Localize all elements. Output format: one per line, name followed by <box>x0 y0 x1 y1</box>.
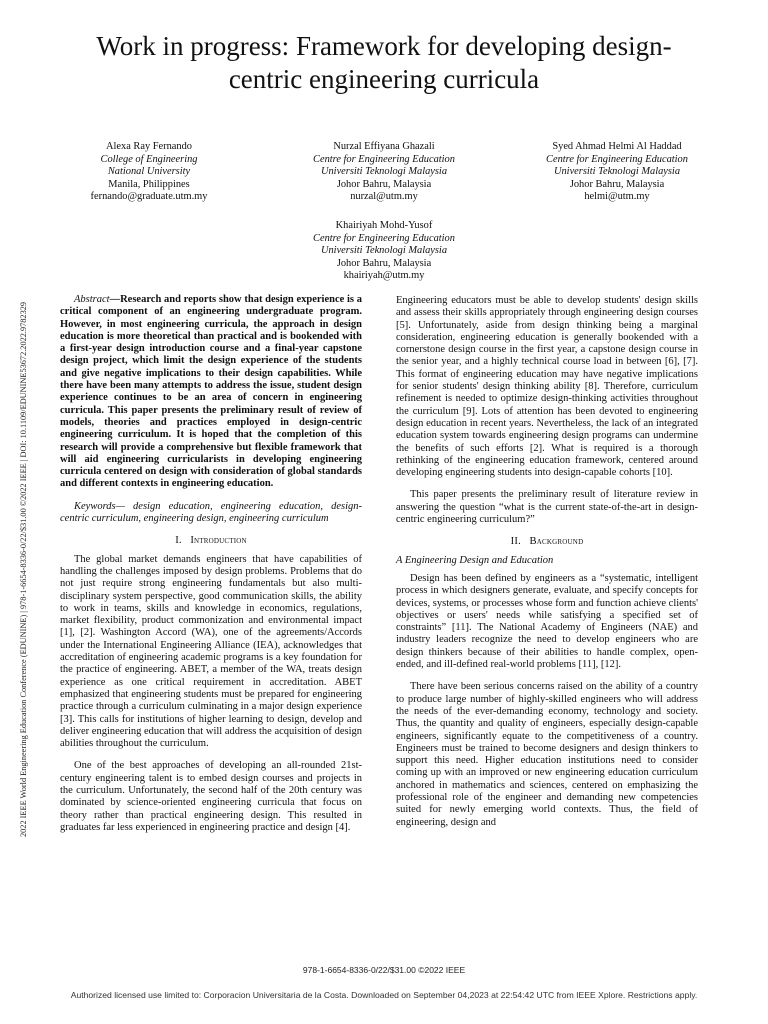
side-doi-text: 2022 IEEE World Engineering Education Conference (EDUNINE) | 978-1-6654-8336-0/22/$31.00 ©2022 IEEE | DOI: 10.1109/EDUNINE53672.2022.9782329 <box>19 301 28 837</box>
side-doi-identifier <box>10 197 28 837</box>
author-affiliation: Centre for Engineering Education <box>313 153 455 165</box>
paper-title: Work in progress: Framework for developing design-centric engineering curricula <box>96 31 672 94</box>
author-block-3 <box>522 141 712 204</box>
author-institution: Universiti Teknologi Malaysia <box>553 166 681 178</box>
keywords <box>60 501 362 526</box>
right-column <box>396 295 698 829</box>
author-email: helmi@utm.my <box>584 191 650 203</box>
author-email: khairiyah@utm.my <box>343 270 425 282</box>
section-number: I. <box>175 535 182 547</box>
copyright-line: 978-1-6654-8336-0/22/$31.00 ©2022 IEEE <box>302 965 466 975</box>
author-block-1 <box>64 141 234 204</box>
subsection-heading: A Engineering Design and Education <box>396 554 554 566</box>
author-name: Syed Ahmad Helmi Al Haddad <box>552 141 682 152</box>
section-heading-background <box>396 536 698 548</box>
author-location: Johor Bahru, Malaysia <box>336 178 432 190</box>
paragraph: The global market demands engineers that have capabilities of handling the challenges imposed by design problems. Problems that do not just require strong engineering fundamentals but also multi-disciplinary system perspective, good communication skills, the ability to work in teams, skills and knowledge in economics, regulations, market flexibility, product commonization and environmental impact [1], [2]. Washington Accord (WA), one of the agreements/Accords under the International Engineering Alliance (IEA), acknowledges that accreditation of engineering academic programs is a key foundation for the practice of engineering. ABET, a member of the WA, treats design experience as one critical requirement in accreditation. ABET emphasized that engineering students must be prepared for engineering practice through a curriculum culminating in a major design experience [3]. This calls for institutions of higher learning to design, develop and deliver engineering education that will address the acquisition of design abilities throughout the curriculum. <box>60 553 362 750</box>
author-name: Nurzal Effiyana Ghazali <box>333 141 435 152</box>
section-title: Introduction <box>190 535 247 547</box>
author-name: Khairiyah Mohd-Yusof <box>335 220 433 231</box>
author-block-2 <box>299 141 469 204</box>
keywords-label: Keywords <box>74 500 116 512</box>
author-affiliation: Centre for Engineering Education <box>313 232 455 244</box>
author-email: nurzal@utm.my <box>350 191 418 203</box>
author-affiliation: Centre for Engineering Education <box>546 153 688 165</box>
author-block-4 <box>299 220 469 283</box>
abstract <box>60 294 362 491</box>
section-heading-introduction <box>60 535 362 547</box>
author-location: Johor Bahru, Malaysia <box>569 178 665 190</box>
author-email: fernando@graduate.utm.my <box>90 191 208 203</box>
paragraph: One of the best approaches of developing an all-rounded 21st-century engineering talent is to embed design courses and projects in the curriculum. Unfortunately, the second half of the 20th century was dominated by science-oriented engineering curricula that focus on theory rather than practical engineering design. This resulted in graduates far less experienced in engineering practice and design [4]. <box>60 760 362 833</box>
section-title: Background <box>529 536 584 548</box>
keywords-text: — design education, engineering education, design-centric curriculum, engineering design, engineering curriculum <box>60 500 362 525</box>
license-notice: Authorized licensed use limited to: Corporacion Universitaria de la Costa. Downloaded on September 04,2023 at 22:54:42 UTC from IEEE Xplore. Restrictions apply. <box>70 990 698 1000</box>
paragraph: This paper presents the preliminary result of literature review in answering the question “what is the current state-of-the-art in design-centric engineering curriculum?” <box>396 489 698 526</box>
author-name: Alexa Ray Fernando <box>106 141 192 152</box>
author-affiliation: College of Engineering <box>100 153 198 165</box>
author-location: Johor Bahru, Malaysia <box>336 257 432 269</box>
left-column <box>60 294 362 834</box>
paragraph: There have been serious concerns raised on the ability of a country to produce large number of highly-skilled engineers who will address the needs of the ever-demanding economy, technology and society. Thus, the quantity and quality of engineers, especially design-capable engineers, significantly equate to the competitiveness of a country. Engineers must be trained to become designers and design thinkers to support this need. Higher education institutions need to consider coming up with an improved or new engineering education curriculum anchored in mathematics and sciences, centered on emphasizing the professional role of the engineer and demanding new competencies suited for newly emerging world contexts. Thus, the field of engineering, design and <box>396 681 698 828</box>
paragraph: Engineering educators must be able to develop students' design skills and assess their skills appropriately through engineering design courses [5]. Unfortunately, aside from design thinking being a marginal consideration, engineering education is generally bookended with a cornerstone design course in the first year, a capstone design course in the senior year, and a highly technical course load in between [6], [7]. This format of engineering education may have negative implications for senior students' design thinking ability [8]. Therefore, curriculum refinement is needed to optimize design-thinking activities throughout the curriculum [9]. Lots of attention has been devoted to engineering design education in recent years. Nevertheless, the lack of an integrated education system towards engineering design programs can undermine the benefits of such efforts [2]. What is required is a thorough rethinking of the engineering education framework, centered around developing engineering students into design-capable cohorts [10]. <box>396 295 698 479</box>
author-institution: Universiti Teknologi Malaysia <box>320 166 448 178</box>
abstract-label: Abstract <box>74 294 110 305</box>
abstract-text: —Research and reports show that design experience is a critical component of an engineering undergraduate program. However, in most engineering curricula, the approach in design education is more theoretical than practical and is bookended with a first-year design introduction course and a final-year capstone design project, which limit the design experience of the students and give negative implications to their design capabilities. While there have been many attempts to address the issue, student design experience continues to be an area of concern in engineering curricula. This paper presents the preliminary result of review of models, theories and practices employed in design-centric engineering curriculum. It is hoped that the completion of this research will provide a comprehensive but flexible framework that will aid engineering curricularists in developing engineering curricula centered on design with consideration of global standards and different contexts in engineering education. <box>60 294 362 490</box>
paragraph: Design has been defined by engineers as a “systematic, intelligent process in which designers generate, evaluate, and specify concepts for devices, systems, or processes whose form and function achieve clients' objectives or users' needs while satisfying a specified set of constraints” [11]. The National Academy of Engineers (NAE) and industry leaders recognize the need to develop engineers who are design thinkers because of their abilities to handle complex, open-ended, and ill-defined real-world problems [11], [12]. <box>396 572 698 671</box>
author-location: Manila, Philippines <box>108 178 190 190</box>
author-institution: National University <box>107 166 191 178</box>
section-number: II. <box>510 536 521 548</box>
author-institution: Universiti Teknologi Malaysia <box>320 245 448 257</box>
